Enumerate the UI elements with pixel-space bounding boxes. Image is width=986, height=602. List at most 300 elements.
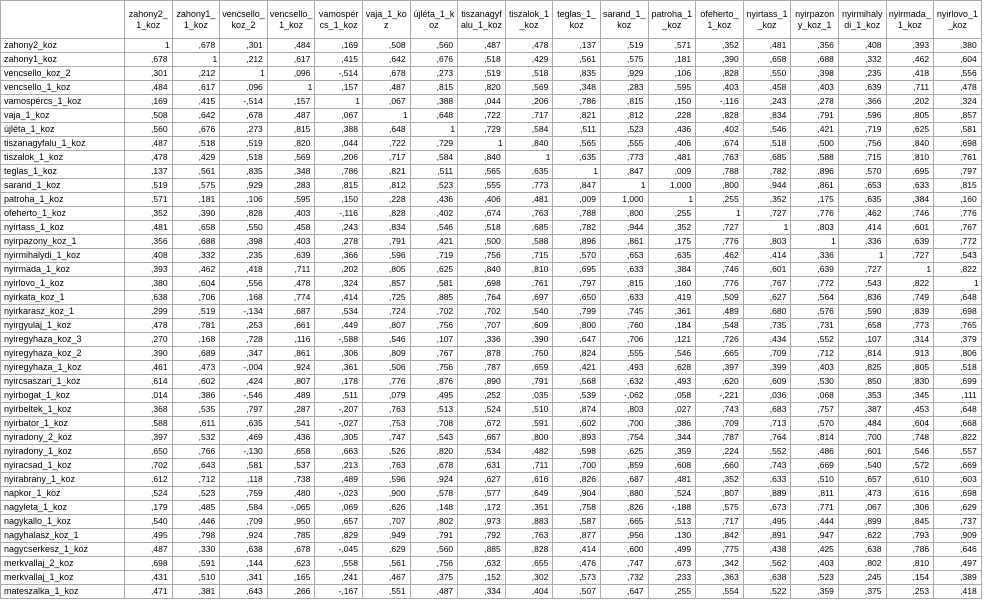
table-cell[interactable]	[934, 431, 982, 445]
row-header[interactable]: nyirmada_1_koz	[1, 263, 125, 277]
table-cell[interactable]	[458, 473, 506, 487]
table-cell[interactable]	[696, 487, 744, 501]
table-cell[interactable]	[172, 361, 220, 375]
table-cell[interactable]	[267, 193, 315, 207]
table-cell[interactable]	[743, 417, 791, 431]
row-header[interactable]: ofeherto_1_koz	[1, 207, 125, 221]
table-cell[interactable]	[648, 319, 696, 333]
table-cell[interactable]	[791, 347, 839, 361]
table-cell[interactable]	[886, 543, 934, 557]
table-cell[interactable]	[315, 529, 363, 543]
table-cell[interactable]	[696, 53, 744, 67]
table-cell[interactable]	[791, 585, 839, 599]
table-cell[interactable]	[791, 459, 839, 473]
table-cell[interactable]	[791, 277, 839, 291]
table-cell[interactable]	[600, 361, 648, 375]
table-cell[interactable]	[600, 39, 648, 53]
table-cell[interactable]	[886, 277, 934, 291]
table-cell[interactable]	[743, 235, 791, 249]
table-cell[interactable]	[267, 459, 315, 473]
table-cell[interactable]	[886, 585, 934, 599]
table-cell[interactable]	[838, 585, 886, 599]
table-cell[interactable]	[172, 389, 220, 403]
table-cell[interactable]	[743, 81, 791, 95]
table-cell[interactable]	[220, 249, 268, 263]
table-cell[interactable]	[791, 445, 839, 459]
table-cell[interactable]	[125, 193, 173, 207]
table-cell[interactable]	[458, 67, 506, 81]
table-cell[interactable]	[220, 417, 268, 431]
table-cell[interactable]	[553, 529, 601, 543]
table-cell[interactable]	[648, 515, 696, 529]
table-cell[interactable]	[886, 123, 934, 137]
table-cell[interactable]	[553, 417, 601, 431]
table-cell[interactable]	[886, 67, 934, 81]
table-cell[interactable]	[886, 445, 934, 459]
table-cell[interactable]	[743, 347, 791, 361]
table-cell[interactable]	[791, 221, 839, 235]
table-cell[interactable]	[505, 179, 553, 193]
table-cell[interactable]	[934, 319, 982, 333]
table-cell[interactable]	[125, 515, 173, 529]
table-cell[interactable]	[553, 109, 601, 123]
table-cell[interactable]	[505, 291, 553, 305]
table-cell[interactable]	[505, 67, 553, 81]
table-cell[interactable]	[362, 221, 410, 235]
table-cell[interactable]	[934, 515, 982, 529]
table-cell[interactable]	[125, 53, 173, 67]
table-cell[interactable]	[267, 347, 315, 361]
table-cell[interactable]	[125, 459, 173, 473]
table-cell[interactable]	[791, 81, 839, 95]
table-cell[interactable]	[315, 249, 363, 263]
table-cell[interactable]	[838, 333, 886, 347]
table-cell[interactable]	[600, 347, 648, 361]
corner-cell[interactable]	[1, 1, 125, 39]
table-cell[interactable]	[886, 137, 934, 151]
table-cell[interactable]	[838, 431, 886, 445]
table-cell[interactable]	[648, 81, 696, 95]
table-cell[interactable]	[220, 95, 268, 109]
row-header[interactable]: napkor_1_koz	[1, 487, 125, 501]
table-cell[interactable]	[600, 179, 648, 193]
table-cell[interactable]	[172, 67, 220, 81]
table-cell[interactable]	[315, 361, 363, 375]
table-cell[interactable]	[648, 305, 696, 319]
table-cell[interactable]	[172, 557, 220, 571]
table-cell[interactable]	[410, 543, 458, 557]
table-cell[interactable]	[838, 207, 886, 221]
table-cell[interactable]	[220, 151, 268, 165]
table-cell[interactable]	[362, 431, 410, 445]
table-cell[interactable]	[505, 333, 553, 347]
table-cell[interactable]	[934, 277, 982, 291]
table-cell[interactable]	[553, 137, 601, 151]
table-cell[interactable]	[743, 333, 791, 347]
table-cell[interactable]	[886, 571, 934, 585]
table-cell[interactable]	[886, 459, 934, 473]
table-cell[interactable]	[267, 417, 315, 431]
column-header-vamospercs-1-koz[interactable]: vamospércs_1_koz	[315, 1, 363, 39]
table-cell[interactable]	[267, 515, 315, 529]
table-cell[interactable]	[458, 137, 506, 151]
table-cell[interactable]	[934, 417, 982, 431]
row-header[interactable]: nagyhalasz_koz_1	[1, 529, 125, 543]
table-cell[interactable]	[362, 473, 410, 487]
table-cell[interactable]	[362, 459, 410, 473]
table-cell[interactable]	[553, 333, 601, 347]
table-cell[interactable]	[838, 67, 886, 81]
row-header[interactable]: mateszalka_1_koz	[1, 585, 125, 599]
table-cell[interactable]	[458, 39, 506, 53]
table-cell[interactable]	[410, 375, 458, 389]
table-cell[interactable]	[220, 123, 268, 137]
table-cell[interactable]	[600, 501, 648, 515]
row-header[interactable]: nyirabrany_1_koz	[1, 473, 125, 487]
table-cell[interactable]	[553, 263, 601, 277]
table-cell[interactable]	[362, 109, 410, 123]
table-cell[interactable]	[505, 529, 553, 543]
row-header[interactable]: nagykallo_1_koz	[1, 515, 125, 529]
table-cell[interactable]	[505, 571, 553, 585]
table-cell[interactable]	[791, 249, 839, 263]
table-cell[interactable]	[743, 249, 791, 263]
table-cell[interactable]	[600, 81, 648, 95]
table-cell[interactable]	[934, 403, 982, 417]
column-header-nyirlovo-1-koz[interactable]: nyirlovo_1_koz	[934, 1, 982, 39]
table-cell[interactable]	[696, 305, 744, 319]
table-cell[interactable]	[505, 277, 553, 291]
row-header[interactable]: nyiradony_1_koz	[1, 445, 125, 459]
table-cell[interactable]	[172, 403, 220, 417]
table-cell[interactable]	[458, 53, 506, 67]
table-cell[interactable]	[458, 123, 506, 137]
table-cell[interactable]	[125, 81, 173, 95]
table-cell[interactable]	[743, 515, 791, 529]
table-cell[interactable]	[267, 151, 315, 165]
table-cell[interactable]	[553, 459, 601, 473]
table-cell[interactable]	[125, 291, 173, 305]
column-header-nyirpazony-koz-1[interactable]: nyirpazony_koz_1	[791, 1, 839, 39]
table-cell[interactable]	[553, 473, 601, 487]
table-cell[interactable]	[172, 165, 220, 179]
table-cell[interactable]	[886, 305, 934, 319]
table-cell[interactable]	[362, 193, 410, 207]
table-cell[interactable]	[362, 305, 410, 319]
table-cell[interactable]	[220, 193, 268, 207]
table-cell[interactable]	[458, 347, 506, 361]
column-header-ofeherto-1-koz[interactable]: ofeherto_1_koz	[696, 1, 744, 39]
row-header[interactable]: nyircsaszari_1_koz	[1, 375, 125, 389]
table-cell[interactable]	[600, 375, 648, 389]
table-cell[interactable]	[458, 529, 506, 543]
table-cell[interactable]	[220, 277, 268, 291]
table-cell[interactable]	[315, 81, 363, 95]
table-cell[interactable]	[267, 431, 315, 445]
table-cell[interactable]	[696, 361, 744, 375]
table-cell[interactable]	[172, 347, 220, 361]
table-cell[interactable]	[838, 473, 886, 487]
table-cell[interactable]	[505, 473, 553, 487]
table-cell[interactable]	[743, 53, 791, 67]
table-cell[interactable]	[315, 417, 363, 431]
table-cell[interactable]	[220, 333, 268, 347]
table-cell[interactable]	[886, 193, 934, 207]
table-cell[interactable]	[791, 431, 839, 445]
table-cell[interactable]	[315, 487, 363, 501]
table-cell[interactable]	[505, 501, 553, 515]
table-cell[interactable]	[838, 39, 886, 53]
table-cell[interactable]	[553, 249, 601, 263]
table-cell[interactable]	[743, 319, 791, 333]
table-cell[interactable]	[410, 585, 458, 599]
table-cell[interactable]	[648, 571, 696, 585]
table-cell[interactable]	[267, 277, 315, 291]
table-cell[interactable]	[791, 389, 839, 403]
table-cell[interactable]	[648, 235, 696, 249]
table-cell[interactable]	[600, 473, 648, 487]
table-cell[interactable]	[125, 417, 173, 431]
table-cell[interactable]	[934, 543, 982, 557]
table-cell[interactable]	[553, 207, 601, 221]
table-cell[interactable]	[553, 165, 601, 179]
table-cell[interactable]	[410, 417, 458, 431]
table-cell[interactable]	[886, 165, 934, 179]
table-cell[interactable]	[267, 123, 315, 137]
table-cell[interactable]	[410, 39, 458, 53]
table-cell[interactable]	[934, 123, 982, 137]
table-cell[interactable]	[362, 151, 410, 165]
table-cell[interactable]	[220, 557, 268, 571]
table-cell[interactable]	[838, 305, 886, 319]
table-cell[interactable]	[220, 459, 268, 473]
table-cell[interactable]	[934, 487, 982, 501]
table-cell[interactable]	[220, 431, 268, 445]
table-cell[interactable]	[696, 221, 744, 235]
table-cell[interactable]	[696, 473, 744, 487]
row-header[interactable]: nyiregyhaza_1_koz	[1, 361, 125, 375]
table-cell[interactable]	[553, 389, 601, 403]
table-cell[interactable]	[743, 277, 791, 291]
table-cell[interactable]	[838, 515, 886, 529]
table-cell[interactable]	[267, 403, 315, 417]
table-cell[interactable]	[648, 417, 696, 431]
table-cell[interactable]	[267, 529, 315, 543]
table-cell[interactable]	[600, 487, 648, 501]
table-cell[interactable]	[505, 585, 553, 599]
row-header[interactable]: nagycserkesz_1_koz	[1, 543, 125, 557]
table-cell[interactable]	[458, 151, 506, 165]
table-cell[interactable]	[458, 249, 506, 263]
table-cell[interactable]	[362, 445, 410, 459]
table-cell[interactable]	[458, 235, 506, 249]
table-cell[interactable]	[696, 277, 744, 291]
table-cell[interactable]	[934, 347, 982, 361]
table-cell[interactable]	[696, 347, 744, 361]
table-cell[interactable]	[696, 67, 744, 81]
table-cell[interactable]	[743, 67, 791, 81]
table-cell[interactable]	[791, 571, 839, 585]
table-cell[interactable]	[553, 347, 601, 361]
table-cell[interactable]	[410, 347, 458, 361]
table-cell[interactable]	[553, 501, 601, 515]
table-cell[interactable]	[458, 207, 506, 221]
table-cell[interactable]	[791, 501, 839, 515]
table-cell[interactable]	[267, 361, 315, 375]
table-cell[interactable]	[886, 557, 934, 571]
table-cell[interactable]	[696, 319, 744, 333]
table-cell[interactable]	[410, 515, 458, 529]
table-cell[interactable]	[553, 95, 601, 109]
table-cell[interactable]	[553, 403, 601, 417]
table-cell[interactable]	[791, 417, 839, 431]
table-cell[interactable]	[267, 389, 315, 403]
table-cell[interactable]	[220, 389, 268, 403]
table-cell[interactable]	[172, 207, 220, 221]
table-cell[interactable]	[125, 179, 173, 193]
table-cell[interactable]	[696, 543, 744, 557]
table-cell[interactable]	[696, 585, 744, 599]
table-cell[interactable]	[934, 207, 982, 221]
table-cell[interactable]	[505, 375, 553, 389]
table-cell[interactable]	[600, 263, 648, 277]
table-cell[interactable]	[172, 193, 220, 207]
table-cell[interactable]	[743, 109, 791, 123]
table-cell[interactable]	[220, 347, 268, 361]
table-cell[interactable]	[315, 53, 363, 67]
table-cell[interactable]	[125, 221, 173, 235]
table-cell[interactable]	[743, 389, 791, 403]
column-header-teglas-1-koz[interactable]: teglas_1_koz	[553, 1, 601, 39]
table-cell[interactable]	[886, 417, 934, 431]
table-cell[interactable]	[220, 137, 268, 151]
table-cell[interactable]	[220, 445, 268, 459]
table-cell[interactable]	[267, 501, 315, 515]
table-cell[interactable]	[362, 207, 410, 221]
table-cell[interactable]	[172, 291, 220, 305]
table-cell[interactable]	[362, 543, 410, 557]
table-cell[interactable]	[743, 179, 791, 193]
row-header[interactable]: nyirmihalydi_1_koz	[1, 249, 125, 263]
table-cell[interactable]	[743, 39, 791, 53]
row-header[interactable]: merkvallaj_2_koz	[1, 557, 125, 571]
table-cell[interactable]	[505, 193, 553, 207]
table-cell[interactable]	[838, 487, 886, 501]
table-cell[interactable]	[934, 137, 982, 151]
table-cell[interactable]	[886, 207, 934, 221]
table-cell[interactable]	[315, 221, 363, 235]
table-cell[interactable]	[553, 193, 601, 207]
table-cell[interactable]	[458, 179, 506, 193]
table-cell[interactable]	[410, 67, 458, 81]
table-cell[interactable]	[172, 473, 220, 487]
table-cell[interactable]	[505, 123, 553, 137]
table-cell[interactable]	[410, 487, 458, 501]
row-header[interactable]: nyirtass_1_koz	[1, 221, 125, 235]
table-cell[interactable]	[125, 347, 173, 361]
table-cell[interactable]	[125, 235, 173, 249]
table-cell[interactable]	[505, 361, 553, 375]
column-header-vencsello-1-koz[interactable]: vencsello_1_koz	[267, 1, 315, 39]
table-cell[interactable]	[315, 235, 363, 249]
table-cell[interactable]	[838, 389, 886, 403]
table-cell[interactable]	[220, 361, 268, 375]
table-cell[interactable]	[220, 585, 268, 599]
table-cell[interactable]	[934, 81, 982, 95]
row-header[interactable]: nyirkarasz_koz_1	[1, 305, 125, 319]
table-cell[interactable]	[791, 137, 839, 151]
table-cell[interactable]	[791, 263, 839, 277]
table-cell[interactable]	[267, 137, 315, 151]
table-cell[interactable]	[791, 543, 839, 557]
table-cell[interactable]	[600, 445, 648, 459]
table-cell[interactable]	[267, 375, 315, 389]
table-cell[interactable]	[220, 263, 268, 277]
table-cell[interactable]	[505, 137, 553, 151]
table-cell[interactable]	[362, 585, 410, 599]
table-cell[interactable]	[458, 95, 506, 109]
table-cell[interactable]	[362, 263, 410, 277]
table-cell[interactable]	[791, 403, 839, 417]
table-cell[interactable]	[315, 543, 363, 557]
table-cell[interactable]	[458, 543, 506, 557]
row-header[interactable]: nyiradony_2_koz	[1, 431, 125, 445]
table-cell[interactable]	[172, 221, 220, 235]
table-cell[interactable]	[267, 557, 315, 571]
table-cell[interactable]	[505, 151, 553, 165]
table-cell[interactable]	[838, 459, 886, 473]
table-cell[interactable]	[458, 291, 506, 305]
table-cell[interactable]	[743, 193, 791, 207]
table-cell[interactable]	[553, 81, 601, 95]
table-cell[interactable]	[600, 459, 648, 473]
table-cell[interactable]	[934, 445, 982, 459]
table-cell[interactable]	[791, 151, 839, 165]
table-cell[interactable]	[125, 543, 173, 557]
table-cell[interactable]	[220, 305, 268, 319]
table-cell[interactable]	[648, 431, 696, 445]
table-cell[interactable]	[220, 291, 268, 305]
table-cell[interactable]	[886, 361, 934, 375]
table-cell[interactable]	[791, 319, 839, 333]
table-cell[interactable]	[648, 557, 696, 571]
table-cell[interactable]	[505, 347, 553, 361]
table-cell[interactable]	[600, 585, 648, 599]
table-cell[interactable]	[362, 375, 410, 389]
table-cell[interactable]	[838, 291, 886, 305]
row-header[interactable]: nyirbeltek_1_koz	[1, 403, 125, 417]
table-cell[interactable]	[648, 151, 696, 165]
table-cell[interactable]	[410, 529, 458, 543]
table-cell[interactable]	[267, 207, 315, 221]
table-cell[interactable]	[505, 109, 553, 123]
table-cell[interactable]	[220, 319, 268, 333]
table-cell[interactable]	[172, 137, 220, 151]
table-cell[interactable]	[791, 165, 839, 179]
table-cell[interactable]	[362, 557, 410, 571]
table-cell[interactable]	[267, 305, 315, 319]
table-cell[interactable]	[172, 263, 220, 277]
table-cell[interactable]	[696, 445, 744, 459]
table-cell[interactable]	[362, 53, 410, 67]
table-cell[interactable]	[505, 557, 553, 571]
table-cell[interactable]	[838, 445, 886, 459]
table-cell[interactable]	[125, 585, 173, 599]
table-cell[interactable]	[315, 473, 363, 487]
table-cell[interactable]	[267, 221, 315, 235]
table-cell[interactable]	[696, 459, 744, 473]
table-cell[interactable]	[743, 473, 791, 487]
